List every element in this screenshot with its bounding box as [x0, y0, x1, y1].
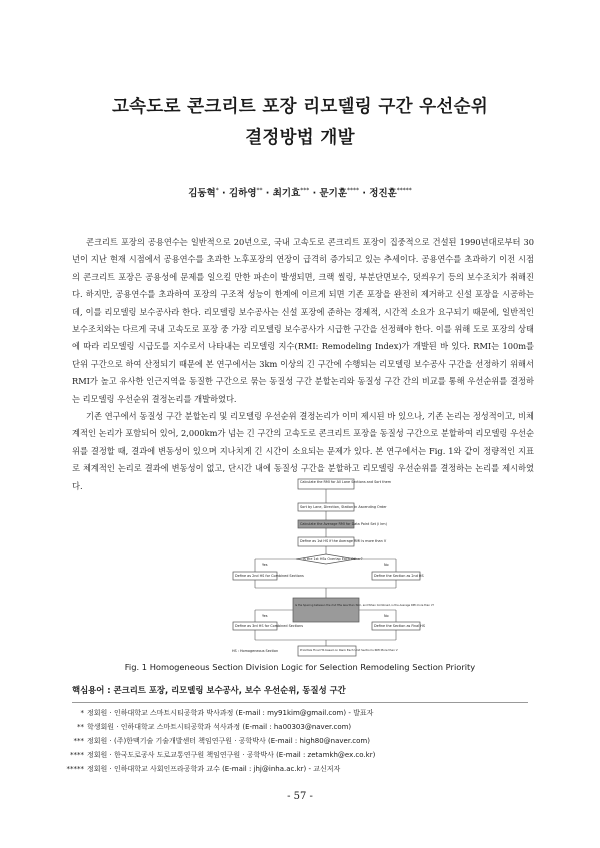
flow-yes-label: Yes	[262, 614, 268, 618]
footnote	[50, 749, 550, 763]
abstract-paragraph: 콘크리트 포장의 공용연수는 일반적으로 20년으로, 국내 고속도로 콘크리트 포장이 집중적으로 건설된 1990년대로부터 30년이 지난 현재 시점에서 공용연수를 초과한 노후포장의 연장이 급격히 증가되고 있는 추세이다. 공용연수를 초과하기 이전 시점의 콘크리트 포장은 공용성에 문제를 일으킬 만한 파손이 발생되면, 크랙 씰링, 부분단면보수, 덧씌우기 등의 보수조치가 취해진다. 하지만, 공용연수를 초과하여 포장의 구조적 성능이 한계에 이르게 되면 기존 포장을 완전히 제거하고 신설 포장을 시공하는데, 이를 리모델링 보수공사라 한다. 리모델링 보수공사는 신설 포장에 준하는 경제적, 시간적 소요가 요구되기 때문에, 일반적인 보수조치와는 다르게 국내 고속도로 포장 중 가장 리모델링 보수공사가 시급한 구간을 선정해야 한다. 이를 위해 도로 포장의 상태에 따라 리모델링 시급도를 지수로서 나타내는 리모델링 지수(RMI: Remodeling Index)가 개발된 바 있다. RMI는 100m를 단위 구간으로 하여 산정되기 때문에 본 연구에서는 3km 이상의 긴 구간에 수행되는 리모델링 보수공사 구간을 선정하기 위해서 RMI가 높고 유사한 인근지역을 동질한 구간으로 묶는 동질성 구간 분할논리와 동질성 구간 간의 비교를 통해 우선순위를 결정하는 리모델링 우선순위 결정논리를 개발하였다.	[72, 237, 534, 404]
author-mark: ****	[347, 186, 360, 194]
footnote	[50, 707, 550, 721]
paper-title-line1: 고속도로 콘크리트 포장 리모델링 구간 우선순위	[111, 97, 489, 117]
author-mark: *	[215, 186, 219, 194]
flow-yes-label: Yes	[262, 563, 268, 567]
flow-step-text: Define as 3rd HS for Combined Sections	[235, 624, 303, 628]
flow-step-text: Define the Section as 2nd HS	[374, 574, 424, 578]
flow-step-text: Sort by Lane, Direction, Station in Ascending Order	[300, 505, 387, 509]
footnote-mark: *****	[66, 765, 84, 773]
footnote-text: 정회원 · (주)한맥기술 기술개발센터 책임연구원 · 공학박사 (E-mail : high80@naver.com)	[87, 737, 370, 745]
author-name: 최기효	[272, 188, 301, 199]
footnote-text: 정회원 · 한국도로공사 도로교통연구원 책임연구원 · 공학박사 (E-mail : zetamkh@ex.co.kr)	[87, 751, 376, 759]
author-mark: **	[256, 186, 263, 194]
page-number: - 57 -	[287, 791, 313, 802]
footnote-text: 정회원 · 인하대학교 스마트시티공학과 박사과정 (E-mail : my91kim@gmail.com) - 발표자	[87, 709, 374, 717]
flow-decision-text: Is the 1st HSs Overlap Each Other?	[303, 557, 363, 561]
footnote	[50, 735, 550, 749]
footnote-text: 정회원 · 인하대학교 사회인프라공학과 교수 (E-mail : jhj@inha.ac.kr) - 교신저자	[87, 765, 341, 773]
author-mark: ***	[300, 186, 310, 194]
author-name: 김동혁	[188, 188, 216, 199]
flow-step-text: Define as 2nd HS for Combined Sections	[235, 574, 304, 578]
abstract-paragraph: 기존 연구에서 동질성 구간 분할논리 및 리모델링 우선순위 결정논리가 이미 제시된 바 있으나, 기존 논리는 정성적이고, 비체계적인 논리가 포함되어 있어, 2,000km가 넘는 긴 구간의 고속도로 콘크리트 포장을 동질성 구간으로 분할하여 리모델링 우선순위를 결정할 때, 결과에 변동성이 있으며 지나치게 긴 시간이 소요되는 문제가 있다. 본 연구에서는 Fig. 1와 같이 정량적인 지표로 체계적인 논리로 결과에 변동성이 없고, 단시간 내에 동질성 구간을 분할하고 리모델링 우선순위를 결정하는 논리를 제시하였다.	[72, 411, 534, 491]
footnote-mark: ***	[73, 737, 84, 745]
footnote	[50, 721, 550, 735]
flow-step-text: Prioritize Final HS based on Rank Each Unit Section's RMI More than V	[300, 648, 398, 652]
flow-step-text: Define the Section as Final HS	[374, 624, 425, 628]
figure-caption: Fig. 1 Homogeneous Section Division Logic for Selection Remodeling Section Priority	[124, 662, 476, 672]
flow-step-text: Calculate the RMI for All Lane Sections and Sort them	[300, 480, 392, 484]
footnote-mark: *	[80, 709, 84, 717]
footnote	[50, 763, 550, 777]
author-name: 정진훈	[369, 188, 397, 199]
footnote-mark: **	[77, 723, 84, 731]
author-mark: *****	[396, 186, 412, 194]
author-name: 김하영	[228, 188, 257, 199]
author-name: 문기훈	[319, 188, 348, 199]
author-list: 김동혁* · 김하영** · 최기효*** · 문기훈**** · 정진훈*****	[188, 186, 412, 199]
flow-no-label: No	[384, 614, 389, 618]
flow-step-text: Calculate the Average RMI for Data Point Set (i km)	[300, 522, 387, 526]
flow-legend: HS : Homogeneous Section	[232, 649, 279, 653]
footnote-divider	[72, 702, 528, 703]
paper-title-line2: 결정방법 개발	[245, 128, 355, 148]
flow-no-label: No	[384, 563, 389, 567]
flow-step-text: Define as 1st HS if the Average RMI is more than V	[300, 539, 387, 543]
flow-decision-text: Is the Spacing between the 2nd HSs less than 3km, and When Combined, is the Average RMI more than V?	[295, 604, 435, 607]
footnote-mark: ****	[70, 751, 84, 759]
keywords: 핵심용어 : 콘크리트 포장, 리모델링 보수공사, 보수 우선순위, 동질성 구간	[72, 685, 346, 695]
footnote-text: 학생회원 · 인하대학교 스마트시티공학과 석사과정 (E-mail : ha00303@naver.com)	[87, 723, 352, 731]
flow-decision-box-highlight	[293, 598, 359, 622]
